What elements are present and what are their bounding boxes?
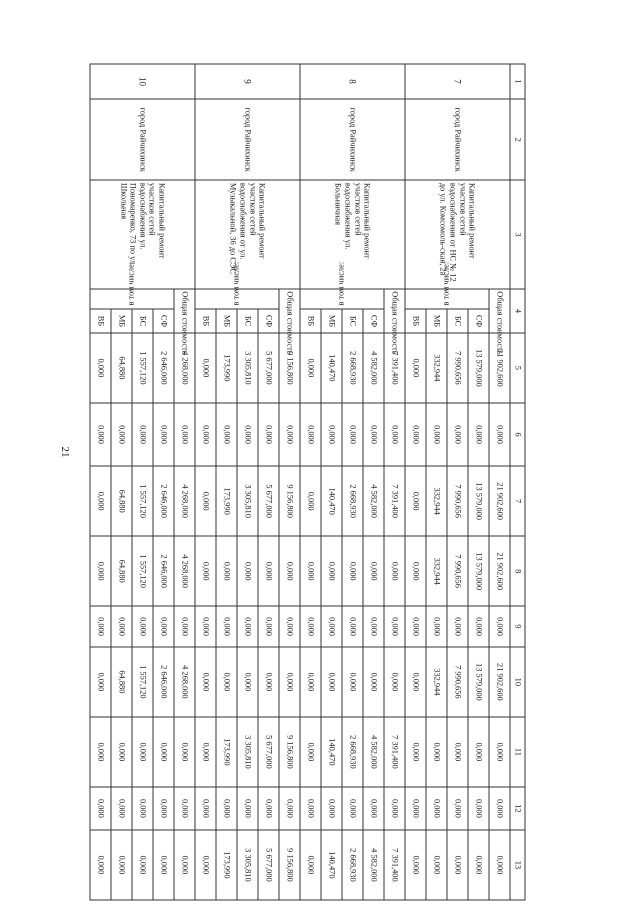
value-cell: 2 668,930 (342, 717, 363, 787)
value-cell: 0,000 (237, 787, 258, 830)
value-cell: 0,000 (153, 787, 174, 830)
value-cell: 5 677,000 (258, 717, 279, 787)
value-cell: 0,000 (405, 466, 426, 536)
column-number: 1 (510, 64, 525, 99)
value-cell: 2 646,000 (153, 333, 174, 403)
project-description: Капитальный ремонт участков сетей водоснабжения от НС № 12 до ул. Комсомоль-ская, 2а (405, 180, 510, 288)
city-name: город Райчихинск (300, 99, 405, 180)
value-cell: 0,000 (300, 536, 321, 606)
value-cell: 0,000 (468, 403, 489, 466)
value-cell: 0,000 (90, 787, 111, 830)
value-cell: 0,000 (90, 717, 111, 787)
value-cell: 0,000 (258, 787, 279, 830)
column-number: 10 (510, 647, 525, 717)
rotated-table-container (95, 64, 525, 901)
value-cell: 0,000 (279, 647, 300, 717)
value-cell: 0,000 (195, 787, 216, 830)
column-number-row (510, 64, 525, 900)
value-cell: 0,000 (426, 403, 447, 466)
value-cell: 0,000 (258, 536, 279, 606)
value-cell: 0,000 (426, 606, 447, 647)
total-cost-label: Общая стоимость (174, 289, 195, 333)
value-cell: 7 391,400 (384, 717, 405, 787)
value-cell: 64,880 (111, 466, 132, 536)
value-cell: 0,000 (195, 717, 216, 787)
value-cell: 0,000 (237, 606, 258, 647)
value-cell: 0,000 (363, 403, 384, 466)
value-cell: 0,000 (111, 403, 132, 466)
value-cell: 4 268,000 (174, 647, 195, 717)
value-cell: 0,000 (132, 787, 153, 830)
value-cell: 0,000 (153, 830, 174, 900)
value-cell: 5 677,000 (258, 466, 279, 536)
value-cell: 0,000 (342, 403, 363, 466)
value-cell: 0,000 (216, 403, 237, 466)
value-cell: 7 990,656 (447, 466, 468, 536)
project-description: Капитальный ремонт участков сетей водоснабжения от ул. Музыкальной, 36 до СЭС (195, 180, 300, 288)
value-cell: 0,000 (174, 830, 195, 900)
value-cell: 0,000 (384, 647, 405, 717)
column-number: 5 (510, 333, 525, 403)
city-name: город Райчихинск (90, 99, 195, 180)
value-cell: 0,000 (153, 403, 174, 466)
value-cell: 0,000 (321, 536, 342, 606)
value-cell: 2 646,000 (153, 647, 174, 717)
value-cell: 0,000 (321, 403, 342, 466)
value-cell: 0,000 (489, 606, 510, 647)
total-cost-label: Общая стоимость (489, 289, 510, 333)
value-cell: 9 156,800 (279, 333, 300, 403)
value-cell: 0,000 (321, 787, 342, 830)
value-cell: 0,000 (111, 830, 132, 900)
including-label: в том числе: (405, 289, 489, 309)
value-cell: 332,944 (426, 466, 447, 536)
value-cell: 0,000 (489, 830, 510, 900)
value-cell: 13 579,000 (468, 536, 489, 606)
value-cell: 0,000 (468, 717, 489, 787)
value-cell: 0,000 (90, 403, 111, 466)
total-cost-label: Общая стоимость (384, 289, 405, 333)
value-cell: 0,000 (405, 717, 426, 787)
value-cell: 0,000 (195, 830, 216, 900)
value-cell: 0,000 (426, 717, 447, 787)
value-cell: 0,000 (90, 606, 111, 647)
value-cell: 0,000 (405, 333, 426, 403)
value-cell: 332,944 (426, 647, 447, 717)
value-cell: 0,000 (195, 403, 216, 466)
value-cell: 13 579,000 (468, 466, 489, 536)
value-cell: 0,000 (216, 647, 237, 717)
value-cell: 0,000 (132, 403, 153, 466)
value-cell: 0,000 (195, 536, 216, 606)
table-body (90, 64, 525, 900)
value-cell: 64,880 (111, 536, 132, 606)
project-total-row (384, 64, 405, 900)
value-cell: 0,000 (111, 787, 132, 830)
column-number: 2 (510, 99, 525, 180)
value-cell: 4 582,000 (363, 830, 384, 900)
value-cell: 173,990 (216, 333, 237, 403)
value-cell: 13 579,000 (468, 647, 489, 717)
value-cell: 0,000 (384, 536, 405, 606)
value-cell: 4 582,000 (363, 333, 384, 403)
value-cell: 0,000 (300, 647, 321, 717)
value-cell: 0,000 (90, 536, 111, 606)
value-cell: 7 990,656 (447, 333, 468, 403)
value-cell: 0,000 (195, 333, 216, 403)
value-cell: 0,000 (342, 606, 363, 647)
funding-source-label: СФ (363, 309, 384, 333)
value-cell: 7 990,656 (447, 536, 468, 606)
funding-source-label: ВБ (90, 309, 111, 333)
value-cell: 21 902,600 (489, 647, 510, 717)
project-description: Капитальный ремонт участков сетей водоснабжения ул. Пономаренко, 73 по ул. Школьная (90, 180, 195, 288)
value-cell: 0,000 (363, 606, 384, 647)
including-label: в том числе: (195, 289, 279, 309)
value-cell: 0,000 (195, 647, 216, 717)
value-cell: 3 305,810 (237, 333, 258, 403)
value-cell: 21 902,600 (489, 333, 510, 403)
row-number: 7 (405, 64, 510, 99)
value-cell: 140,470 (321, 333, 342, 403)
funding-source-label: СФ (258, 309, 279, 333)
column-number: 3 (510, 180, 525, 288)
value-cell: 4 268,000 (174, 333, 195, 403)
value-cell: 2 668,930 (342, 466, 363, 536)
value-cell: 0,000 (384, 403, 405, 466)
value-cell: 4 268,000 (174, 466, 195, 536)
value-cell: 173,990 (216, 830, 237, 900)
column-number: 6 (510, 403, 525, 466)
funding-source-label: МБ (426, 309, 447, 333)
value-cell: 0,000 (468, 787, 489, 830)
value-cell: 0,000 (279, 536, 300, 606)
value-cell: 5 677,000 (258, 830, 279, 900)
value-cell: 140,470 (321, 466, 342, 536)
value-cell: 0,000 (174, 606, 195, 647)
value-cell: 0,000 (342, 536, 363, 606)
value-cell: 0,000 (237, 403, 258, 466)
value-cell: 0,000 (153, 717, 174, 787)
value-cell: 0,000 (258, 606, 279, 647)
value-cell: 3 305,810 (237, 466, 258, 536)
value-cell: 0,000 (405, 647, 426, 717)
value-cell: 1 557,120 (132, 466, 153, 536)
column-number: 9 (510, 606, 525, 647)
value-cell: 9 156,800 (279, 717, 300, 787)
value-cell: 0,000 (468, 830, 489, 900)
column-number: 7 (510, 466, 525, 536)
value-cell: 0,000 (447, 830, 468, 900)
value-cell: 0,000 (405, 830, 426, 900)
column-number: 11 (510, 717, 525, 787)
funding-source-label: МБ (321, 309, 342, 333)
value-cell: 0,000 (321, 647, 342, 717)
value-cell: 0,000 (384, 606, 405, 647)
value-cell: 0,000 (363, 647, 384, 717)
value-cell: 0,000 (489, 403, 510, 466)
value-cell: 0,000 (111, 717, 132, 787)
value-cell: 0,000 (447, 403, 468, 466)
funding-source-label: БС (342, 309, 363, 333)
value-cell: 21 902,600 (489, 536, 510, 606)
funding-table (89, 64, 525, 901)
value-cell: 0,000 (258, 403, 279, 466)
value-cell: 0,000 (405, 606, 426, 647)
value-cell: 0,000 (300, 466, 321, 536)
project-total-row (174, 64, 195, 900)
value-cell: 0,000 (237, 647, 258, 717)
project-total-row (279, 64, 300, 900)
value-cell: 21 902,600 (489, 466, 510, 536)
project-total-row (489, 64, 510, 900)
value-cell: 0,000 (426, 830, 447, 900)
value-cell: 0,000 (405, 536, 426, 606)
row-number: 9 (195, 64, 300, 99)
funding-source-label: МБ (111, 309, 132, 333)
value-cell: 0,000 (489, 787, 510, 830)
value-cell: 0,000 (174, 403, 195, 466)
value-cell: 0,000 (363, 536, 384, 606)
value-cell: 173,990 (216, 466, 237, 536)
column-number: 8 (510, 536, 525, 606)
value-cell: 0,000 (300, 717, 321, 787)
value-cell: 4 582,000 (363, 717, 384, 787)
value-cell: 0,000 (405, 787, 426, 830)
value-cell: 332,944 (426, 536, 447, 606)
row-number: 10 (90, 64, 195, 99)
including-label: в том числе: (300, 289, 384, 309)
value-cell: 2 646,000 (153, 466, 174, 536)
value-cell: 0,000 (342, 787, 363, 830)
value-cell: 4 582,000 (363, 466, 384, 536)
city-name: город Райчихинск (195, 99, 300, 180)
value-cell: 13 579,000 (468, 333, 489, 403)
value-cell: 0,000 (132, 606, 153, 647)
funding-source-label: ВБ (405, 309, 426, 333)
value-cell: 0,000 (342, 647, 363, 717)
value-cell: 9 156,800 (279, 466, 300, 536)
value-cell: 1 557,120 (132, 333, 153, 403)
project-description: Капитальный ремонт участков сетей водоснабжения ул. Больничная (300, 180, 405, 288)
funding-source-label: БС (132, 309, 153, 333)
funding-source-label: ВБ (195, 309, 216, 333)
value-cell: 2 668,930 (342, 830, 363, 900)
value-cell: 0,000 (90, 466, 111, 536)
value-cell: 0,000 (300, 606, 321, 647)
value-cell: 0,000 (195, 466, 216, 536)
value-cell: 5 677,000 (258, 333, 279, 403)
value-cell: 4 268,000 (174, 536, 195, 606)
value-cell: 0,000 (132, 717, 153, 787)
value-cell: 0,000 (447, 717, 468, 787)
value-cell: 7 990,656 (447, 647, 468, 717)
value-cell: 0,000 (216, 606, 237, 647)
value-cell: 0,000 (384, 787, 405, 830)
value-cell: 64,880 (111, 333, 132, 403)
value-cell: 0,000 (258, 647, 279, 717)
value-cell: 7 391,400 (384, 466, 405, 536)
column-number: 13 (510, 830, 525, 900)
value-cell: 3 305,810 (237, 717, 258, 787)
value-cell: 140,470 (321, 717, 342, 787)
page-number: 21 (59, 446, 71, 458)
value-cell: 64,880 (111, 647, 132, 717)
value-cell: 1 557,120 (132, 647, 153, 717)
value-cell: 0,000 (111, 606, 132, 647)
value-cell: 0,000 (300, 787, 321, 830)
value-cell: 0,000 (447, 787, 468, 830)
city-name: город Райчихинск (405, 99, 510, 180)
value-cell: 0,000 (363, 787, 384, 830)
value-cell: 2 646,000 (153, 536, 174, 606)
value-cell: 0,000 (300, 333, 321, 403)
value-cell: 0,000 (90, 647, 111, 717)
value-cell: 0,000 (216, 536, 237, 606)
value-cell: 0,000 (90, 830, 111, 900)
value-cell: 0,000 (300, 403, 321, 466)
value-cell: 0,000 (300, 830, 321, 900)
value-cell: 7 391,400 (384, 830, 405, 900)
value-cell: 0,000 (489, 717, 510, 787)
value-cell: 0,000 (279, 606, 300, 647)
value-cell: 3 305,810 (237, 830, 258, 900)
value-cell: 0,000 (237, 536, 258, 606)
including-label: в том числе: (90, 289, 174, 309)
value-cell: 0,000 (132, 830, 153, 900)
funding-source-label: БС (447, 309, 468, 333)
value-cell: 0,000 (195, 606, 216, 647)
funding-source-label: СФ (153, 309, 174, 333)
value-cell: 0,000 (279, 403, 300, 466)
row-number: 8 (300, 64, 405, 99)
value-cell: 2 668,930 (342, 333, 363, 403)
funding-source-label: СФ (468, 309, 489, 333)
value-cell: 0,000 (447, 606, 468, 647)
funding-source-label: БС (237, 309, 258, 333)
value-cell: 9 156,800 (279, 830, 300, 900)
column-number: 12 (510, 787, 525, 830)
value-cell: 0,000 (174, 717, 195, 787)
value-cell: 140,470 (321, 830, 342, 900)
value-cell: 0,000 (216, 787, 237, 830)
value-cell: 0,000 (153, 606, 174, 647)
value-cell: 0,000 (405, 403, 426, 466)
value-cell: 173,990 (216, 717, 237, 787)
funding-source-label: ВБ (300, 309, 321, 333)
value-cell: 0,000 (174, 787, 195, 830)
value-cell: 0,000 (321, 606, 342, 647)
value-cell: 0,000 (90, 333, 111, 403)
value-cell: 332,944 (426, 333, 447, 403)
value-cell: 1 557,120 (132, 536, 153, 606)
funding-source-label: МБ (216, 309, 237, 333)
value-cell: 0,000 (279, 787, 300, 830)
value-cell: 0,000 (426, 787, 447, 830)
total-cost-label: Общая стоимость (279, 289, 300, 333)
column-number: 4 (510, 289, 525, 333)
value-cell: 7 391,400 (384, 333, 405, 403)
value-cell: 0,000 (468, 606, 489, 647)
